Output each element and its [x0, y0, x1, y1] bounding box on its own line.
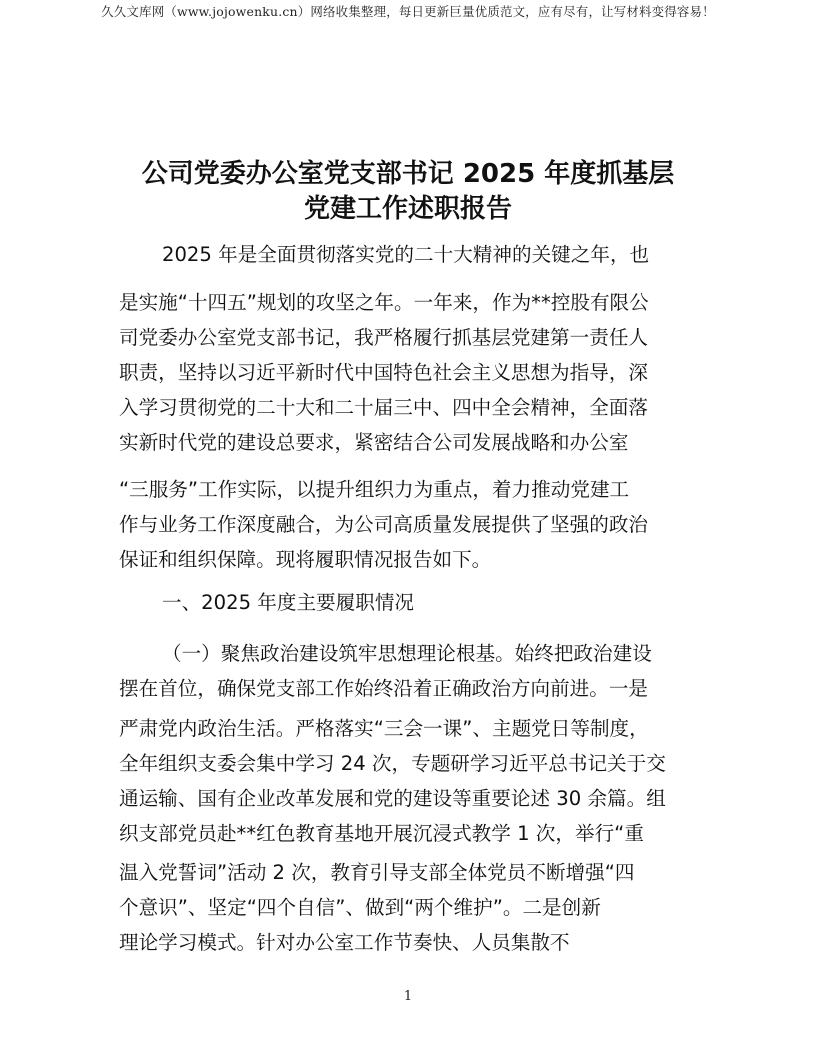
body-line: 织支部党员赴**红色教育基地开展沉浸式教学 1 次，举行“重 — [119, 822, 644, 845]
report-title-line-2: 党建工作述职报告 — [303, 194, 512, 224]
report-title-line-1: 公司党委办公室党支部书记 2025 年度抓基层 — [141, 159, 675, 189]
body-line: 通运输、国有企业改革发展和党的建设等重要论述 30 余篇。组 — [119, 787, 666, 810]
body-line: 职责，坚持以习近平新时代中国特色社会主义思想为指导，深 — [119, 361, 649, 384]
body-line: 保证和组织保障。现将履职情况报告如下。 — [119, 548, 492, 571]
body-line: 摆在首位，确保党支部工作始终沿着正确政治方向前进。一是 — [119, 677, 649, 700]
body-line: 入学习贯彻党的二十大和二十届三中、四中全会精神，全面落 — [119, 396, 649, 419]
body-line: 严肃党内政治生活。严格落实“三会一课”、主题党日等制度， — [119, 717, 649, 740]
body-line: 司党委办公室党支部书记，我严格履行抓基层党建第一责任人 — [119, 326, 649, 349]
body-line: “三服务”工作实际，以提升组织力为重点，着力推动党建工 — [119, 478, 630, 501]
body-line: 个意识”、坚定“四个自信”、做到“两个维护”。二是创新 — [119, 896, 601, 919]
body-line: 实新时代党的建设总要求，紧密结合公司发展战略和办公室 — [119, 431, 629, 454]
site-header-banner: 久久文库网（www.jojowenku.cn）网络收集整理，每日更新巨量优质范文，应有尽有，让写材料变得容易！ — [101, 4, 715, 19]
body-line: 温入党誓词”活动 2 次，教育引导支部全体党员不断增强“四 — [119, 861, 635, 884]
body-line: 是实施“十四五”规划的攻坚之年。一年来，作为**控股有限公 — [119, 291, 649, 314]
body-line: 全年组织支委会集中学习 24 次，专题研学习近平总书记关于交 — [119, 752, 666, 775]
body-line: 2025 年是全面贯彻落实党的二十大精神的关键之年，也 — [162, 243, 650, 266]
body-line: （一）聚焦政治建设筑牢思想理论根基。始终把政治建设 — [162, 642, 652, 665]
body-line: 理论学习模式。针对办公室工作节奏快、人员集散不 — [119, 931, 570, 954]
page-number: 1 — [403, 989, 413, 1004]
section-heading: 一、2025 年度主要履职情况 — [162, 591, 415, 614]
body-line: 作与业务工作深度融合，为公司高质量发展提供了坚强的政治 — [119, 513, 649, 536]
